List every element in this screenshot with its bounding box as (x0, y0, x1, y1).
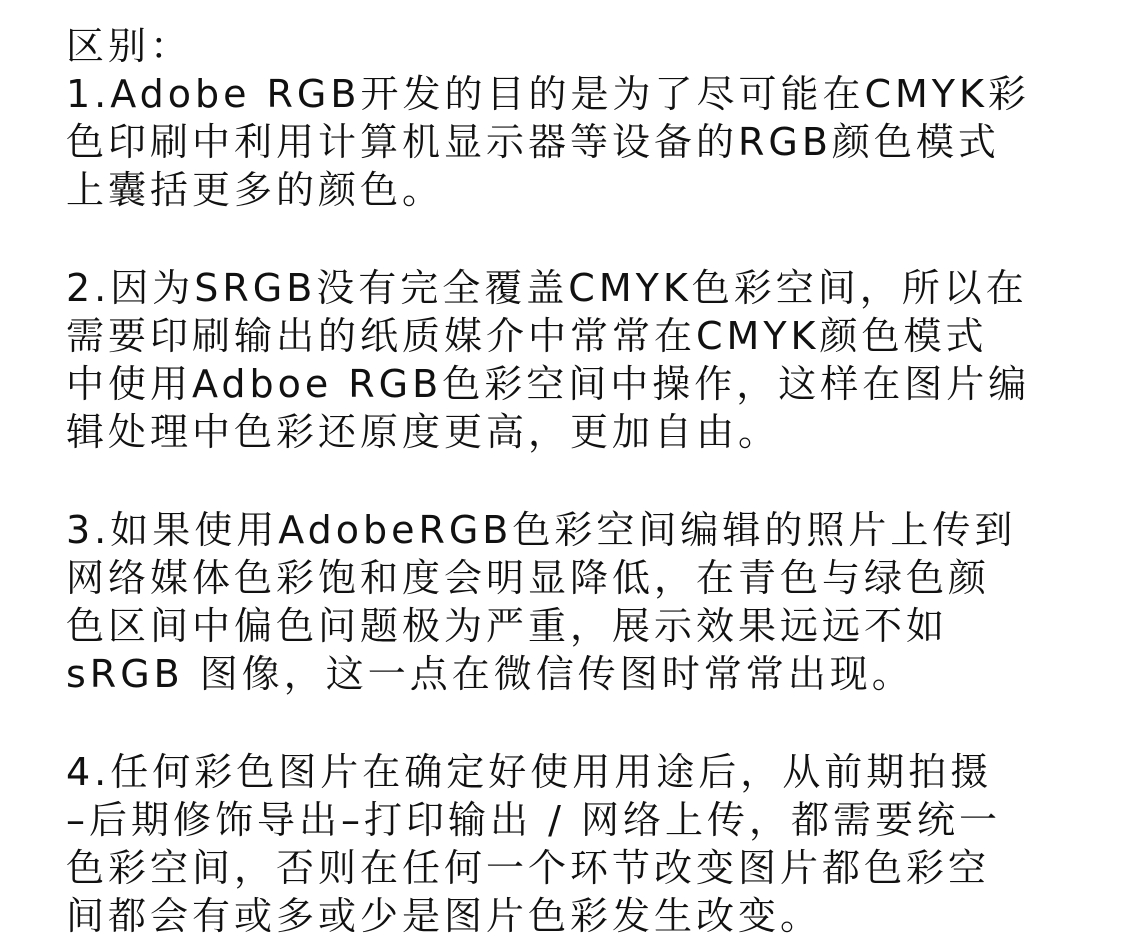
heading: 区别： (66, 24, 193, 68)
paragraph-gap (66, 456, 1066, 506)
document-body (66, 22, 1066, 940)
point-2-line-1: 2.因为SRGB没有完全覆盖CMYK色彩空间，所以在 (66, 266, 1028, 310)
point-2-line-4: 辑处理中色彩还原度更高，更加自由。 (66, 410, 781, 454)
point-1-line-1: 1.Adobe RGB开发的目的是为了尽可能在CMYK彩 (66, 72, 1030, 116)
point-1-line-3: 上囊括更多的颜色。 (66, 168, 445, 212)
point-2-line-3: 中使用Adboe RGB色彩空间中操作，这样在图片编 (66, 362, 1031, 406)
point-2 (66, 264, 1066, 456)
point-4-line-4: 间都会有或多或少是图片色彩发生改变。 (66, 894, 823, 938)
point-4-line-1: 4.任何彩色图片在确定好使用用途后，从前期拍摄 (66, 750, 993, 794)
point-1-line-2: 色印刷中利用计算机显示器等设备的RGB颜色模式 (66, 120, 1000, 164)
point-3-line-1: 3.如果使用AdobeRGB色彩空间编辑的照片上传到 (66, 508, 1017, 552)
paragraph-gap (66, 698, 1066, 748)
point-3-line-3: 色区间中偏色问题极为严重，展示效果远远不如 (66, 604, 949, 648)
point-3-line-4: sRGB 图像，这一点在微信传图时常常出现。 (66, 652, 914, 696)
point-1 (66, 70, 1066, 214)
point-4-line-3: 色彩空间，否则在任何一个环节改变图片都色彩空 (66, 846, 991, 890)
point-4 (66, 748, 1066, 940)
point-3 (66, 506, 1066, 698)
paragraph-gap (66, 214, 1066, 264)
point-2-line-2: 需要印刷输出的纸质媒介中常常在CMYK颜色模式 (66, 314, 988, 358)
point-3-line-2: 网络媒体色彩饱和度会明显降低，在青色与绿色颜 (66, 556, 991, 600)
point-4-line-2: –后期修饰导出–打印输出 / 网络上传，都需要统一 (66, 798, 1001, 842)
